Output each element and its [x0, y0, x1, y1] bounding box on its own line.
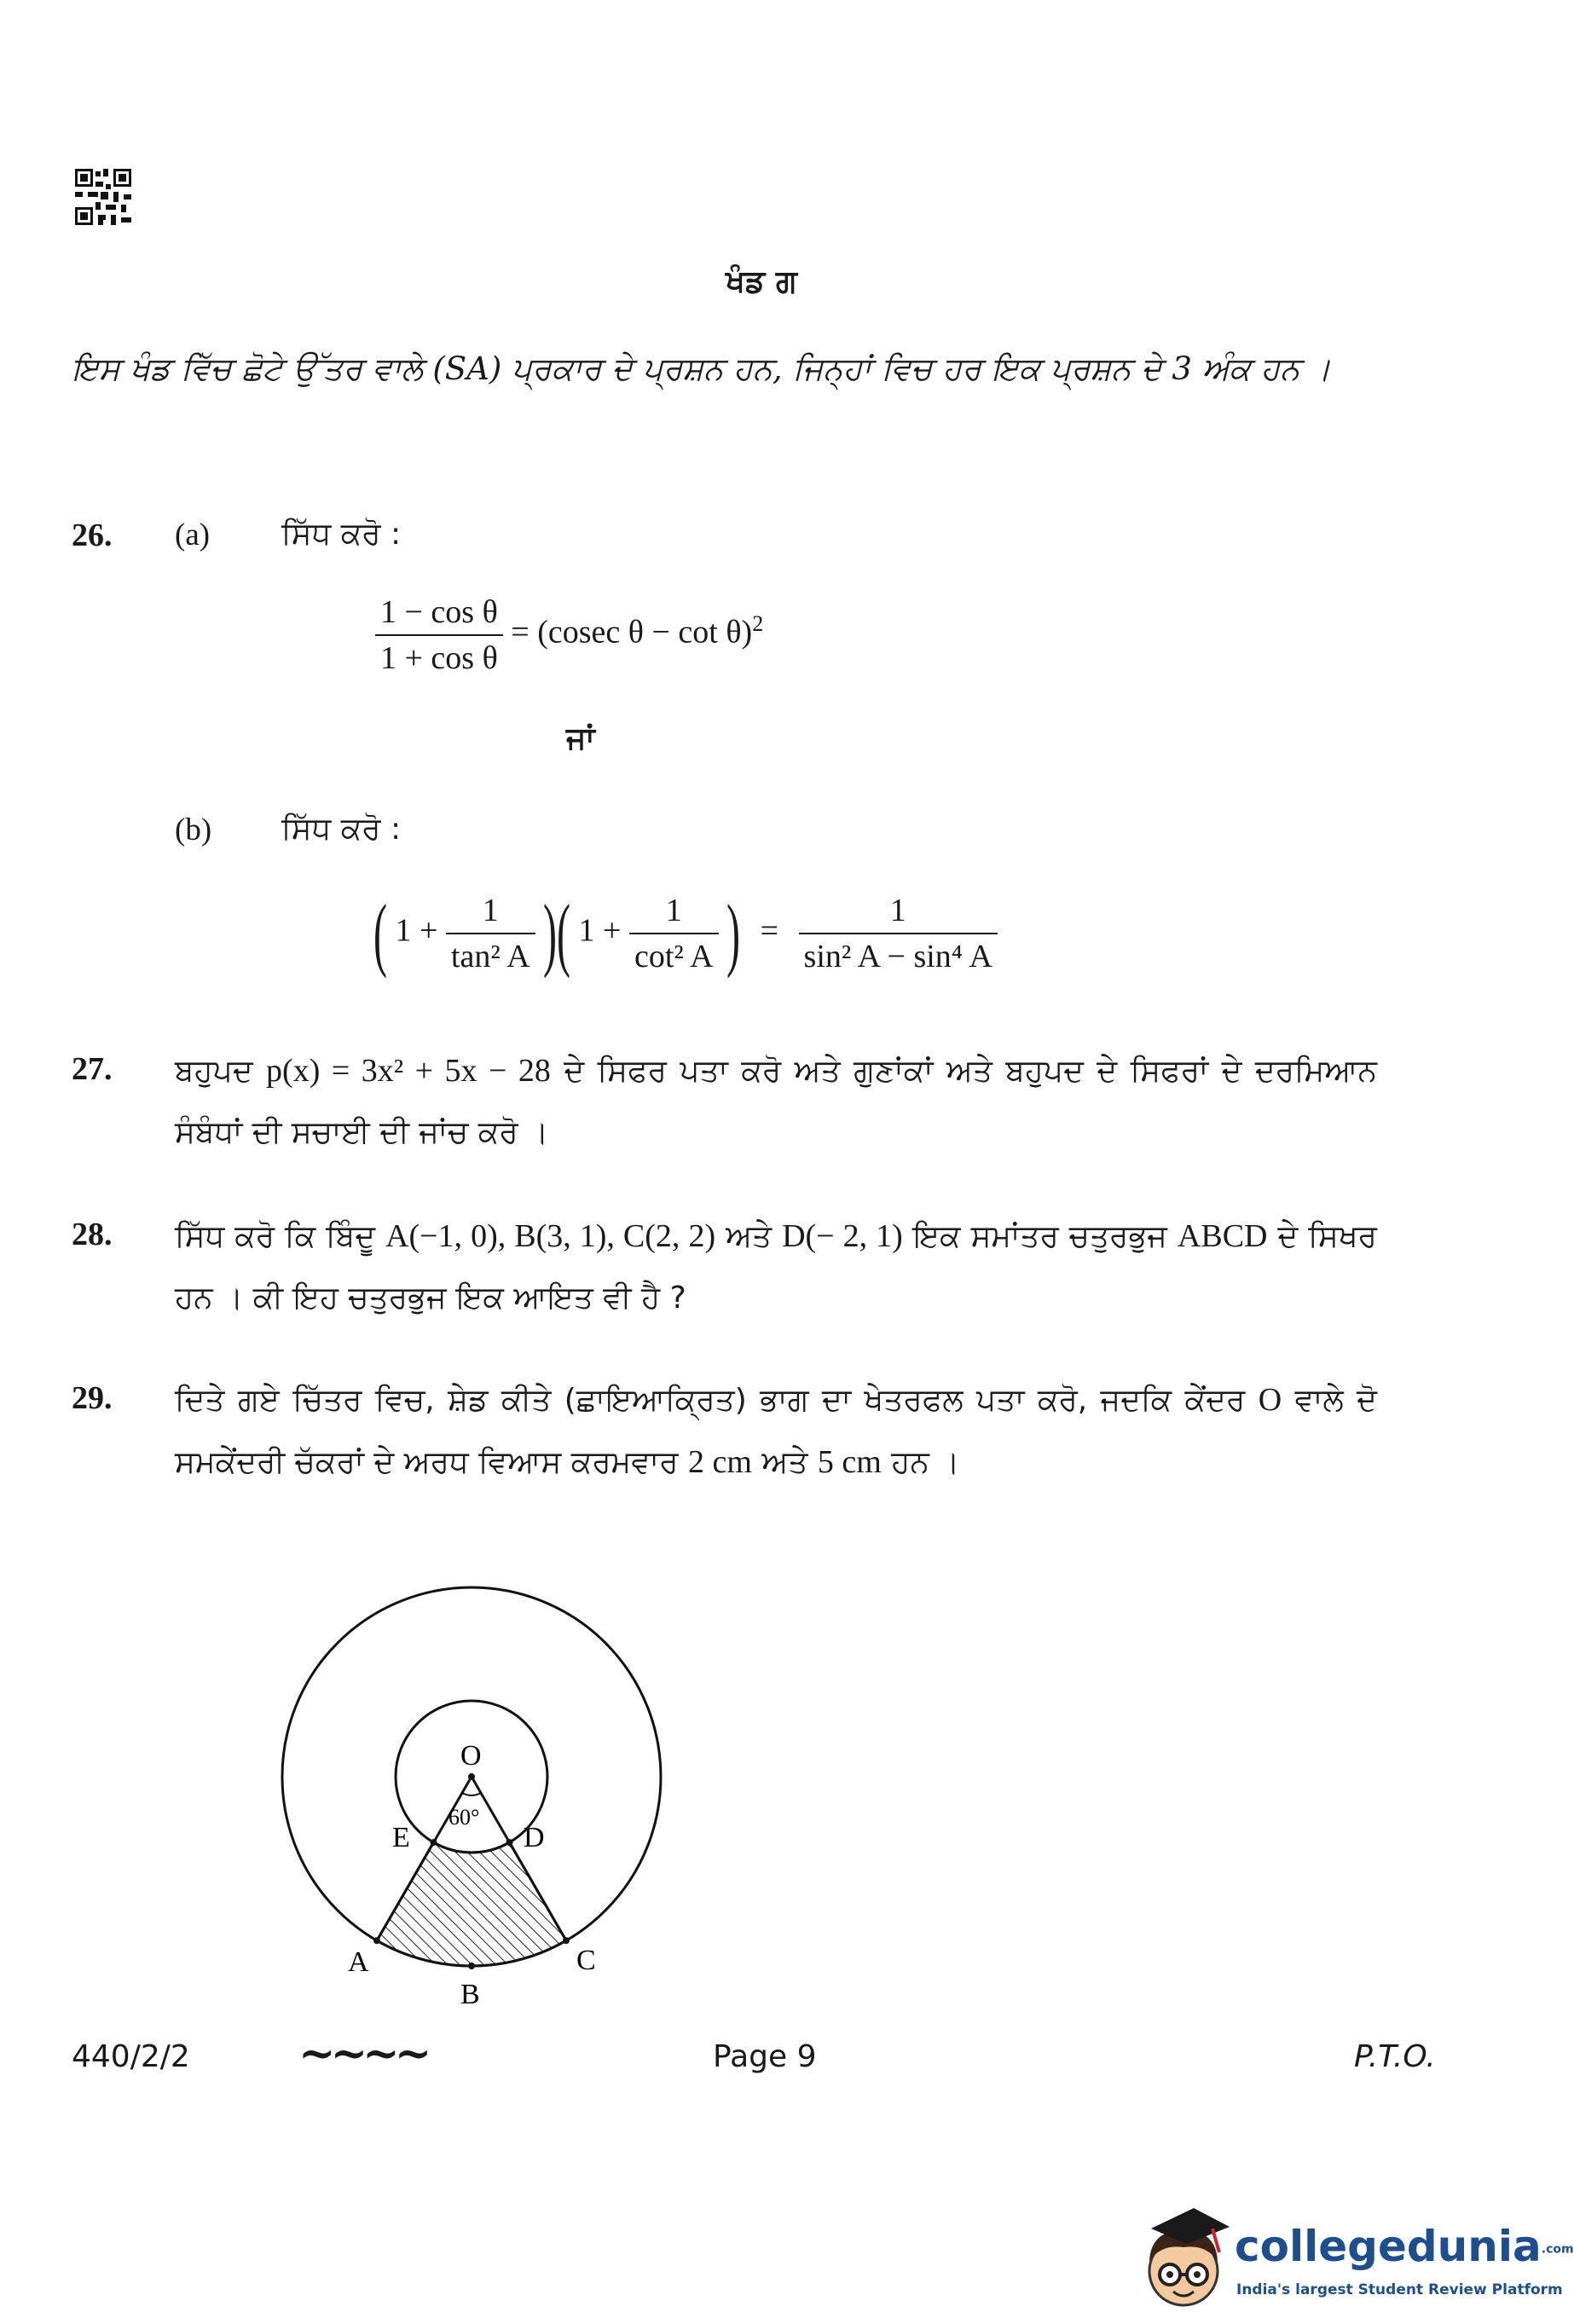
collegedunia-logo: [1134, 2200, 1574, 2319]
q28-mid: ਇਕ ਸਮਾਂਤਰ ਚਤੁਰਭੁਜ: [912, 1219, 1167, 1254]
q26-b-one-2: 1 +: [578, 912, 622, 949]
q26-a-fraction: [375, 590, 503, 680]
section-title: ਖੰਡ ਗ: [726, 264, 797, 299]
qr-code-icon: [75, 169, 131, 225]
decorative-mark: ~~~~: [298, 2027, 427, 2079]
q26-b-equals: =: [760, 912, 779, 949]
angle-arc: [462, 1793, 481, 1795]
q26-b-prove: ਸਿੱਧ ਕਰੋ :: [281, 812, 402, 847]
q29-r1: 2 cm: [687, 1444, 752, 1480]
label-b: B: [460, 1979, 480, 2010]
q28-text: [175, 1205, 1377, 1329]
shaded-region: [377, 1842, 566, 1966]
label-o: O: [460, 1740, 482, 1772]
q26-b-denominator-3: sin² A − sin⁴ A: [803, 939, 992, 974]
label-e: E: [392, 1822, 410, 1853]
point-b: [468, 1963, 475, 1969]
q27-polynomial: p(x) = 3x² + 5x − 28: [266, 1053, 551, 1089]
q29-and: ਅਤੇ: [761, 1445, 808, 1480]
q28-post: ਦੇ ਸਿਖਰ ਹਨ । ਕੀ ਇਹ ਚਤੁਰਭੁਜ ਇਕ ਆਇਤ ਵੀ ਹੈ ?: [175, 1219, 1377, 1315]
q28-points: A(−1, 0), B(3, 1), C(2, 2): [385, 1218, 716, 1254]
point-o: [468, 1773, 475, 1780]
q26-b-fraction-1: [446, 888, 535, 979]
q26-a-denominator: 1 + cos θ: [380, 640, 498, 676]
q28-and: ਅਤੇ: [726, 1219, 773, 1254]
q26-a-exponent: 2: [752, 611, 764, 637]
q28-point-d: D(− 2, 1): [782, 1218, 903, 1254]
q28-quad-name: ABCD: [1177, 1218, 1268, 1254]
question-number-27: 27.: [72, 1051, 113, 1087]
q26-b-denominator-2: cot² A: [634, 939, 714, 974]
q29-post: ਹਨ ।: [891, 1445, 960, 1480]
q26-b-one-1: 1 +: [395, 912, 438, 949]
or-label: ਜਾਂ: [566, 721, 595, 756]
q27-pre: ਬਹੁਪਦ: [175, 1054, 253, 1089]
pto-label: P.T.O.: [1354, 2039, 1436, 2074]
question-number-28: 28.: [72, 1217, 113, 1252]
concentric-circles-figure: [256, 1569, 699, 2012]
point-d: [506, 1839, 513, 1846]
label-a: A: [348, 1946, 369, 1978]
q27-post: ਦੇ ਸਿਫਰ ਪਤਾ ਕਰੋ ਅਤੇ ਗੁਣਾਂਕਾਂ ਅਤੇ ਬਹੁਪਦ ਦੇ ਸਿਫਰਾਂ ਦੇ ਦਰਮਿਆਨ ਸੰਬੰਧਾਂ ਦੀ ਸਚਾਈ ਦੀ ਜਾਂਚ ਕਰੋ ।: [175, 1054, 1377, 1150]
label-d: D: [524, 1822, 545, 1853]
q26-a-numerator: 1 − cos θ: [375, 590, 503, 636]
point-e: [431, 1839, 437, 1846]
q29-pre: ਦਿਤੇ ਗਏ ਚਿੱਤਰ ਵਿਚ, ਸ਼ੇਡ ਕੀਤੇ (ਛਾਇਆਕ੍ਰਿਤ) ਭਾਗ ਦਾ ਖੇਤਰਫਲ ਪਤਾ ਕਰੋ, ਜਦਕਿ ਕੇਂਦਰ: [175, 1383, 1246, 1418]
brand-tagline: India's largest Student Review Platform: [1236, 2281, 1563, 2298]
q26-a-rhs: = (cosec θ − cot θ): [511, 614, 753, 650]
point-a: [373, 1937, 380, 1944]
q26-b-fraction-2: [629, 888, 719, 979]
q28-pre: ਸਿੱਧ ਕਰੋ ਕਿ ਬਿੰਦੂ: [175, 1219, 376, 1254]
q26-b-equation: ( 1 + $\frac{1}{\text{tan² A}}$ )( 1 + $\frac{1}{\text{cot² A}}$ ) = $\frac{1}{\text{sin² A − sin⁴ A}}$: [373, 888, 998, 979]
q26-part-b-label: (b): [175, 812, 212, 847]
q26-part-a-label: (a): [175, 517, 211, 552]
paper-code: 440/2/2: [72, 2039, 190, 2074]
label-c: C: [576, 1945, 596, 1976]
q27-text: [175, 1040, 1377, 1164]
point-c: [563, 1937, 570, 1944]
q26-a-equation: [375, 590, 763, 680]
q29-centre: O: [1258, 1382, 1282, 1418]
question-number-29: 29.: [72, 1380, 113, 1416]
brand-suffix: .com: [1541, 2242, 1574, 2257]
question-number-26: 26.: [72, 517, 113, 553]
q26-b-numerator-3: 1: [799, 888, 998, 934]
q26-b-denominator-1: tan² A: [450, 939, 530, 974]
brand-name-text: collegedunia: [1235, 2222, 1542, 2271]
q29-text: [175, 1369, 1377, 1494]
q26-a-prove: ਸਿੱਧ ਕਰੋ :: [281, 517, 402, 552]
q26-b-numerator-1: 1: [446, 888, 535, 934]
page-number: Page 9: [713, 2039, 817, 2074]
q29-mid: ਵਾਲੇ ਦੋ ਸਮਕੇਂਦਰੀ ਚੱਕਰਾਂ ਦੇ ਅਰਧ ਵਿਆਸ ਕਰਮਵਾਰ: [175, 1383, 1377, 1480]
section-instruction: ਇਸ ਖੰਡ ਵਿੱਚ ਛੋਟੇ ਉੱਤਰ ਵਾਲੇ (SA) ਪ੍ਰਕਾਰ ਦੇ ਪ੍ਰਸ਼ਨ ਹਨ, ਜਿਨ੍ਹਾਂ ਵਿਚ ਹਰ ਇਕ ਪ੍ਰਸ਼ਨ ਦੇ 3 ਅੰਕ ਹਨ ।: [72, 350, 1332, 387]
q29-r2: 5 cm: [817, 1444, 882, 1480]
q26-b-numerator-2: 1: [629, 888, 719, 934]
label-angle: 60°: [448, 1805, 480, 1830]
mascot-icon: [1134, 2200, 1236, 2319]
q26-b-fraction-3: [799, 888, 998, 979]
brand-name: [1235, 2222, 1574, 2271]
